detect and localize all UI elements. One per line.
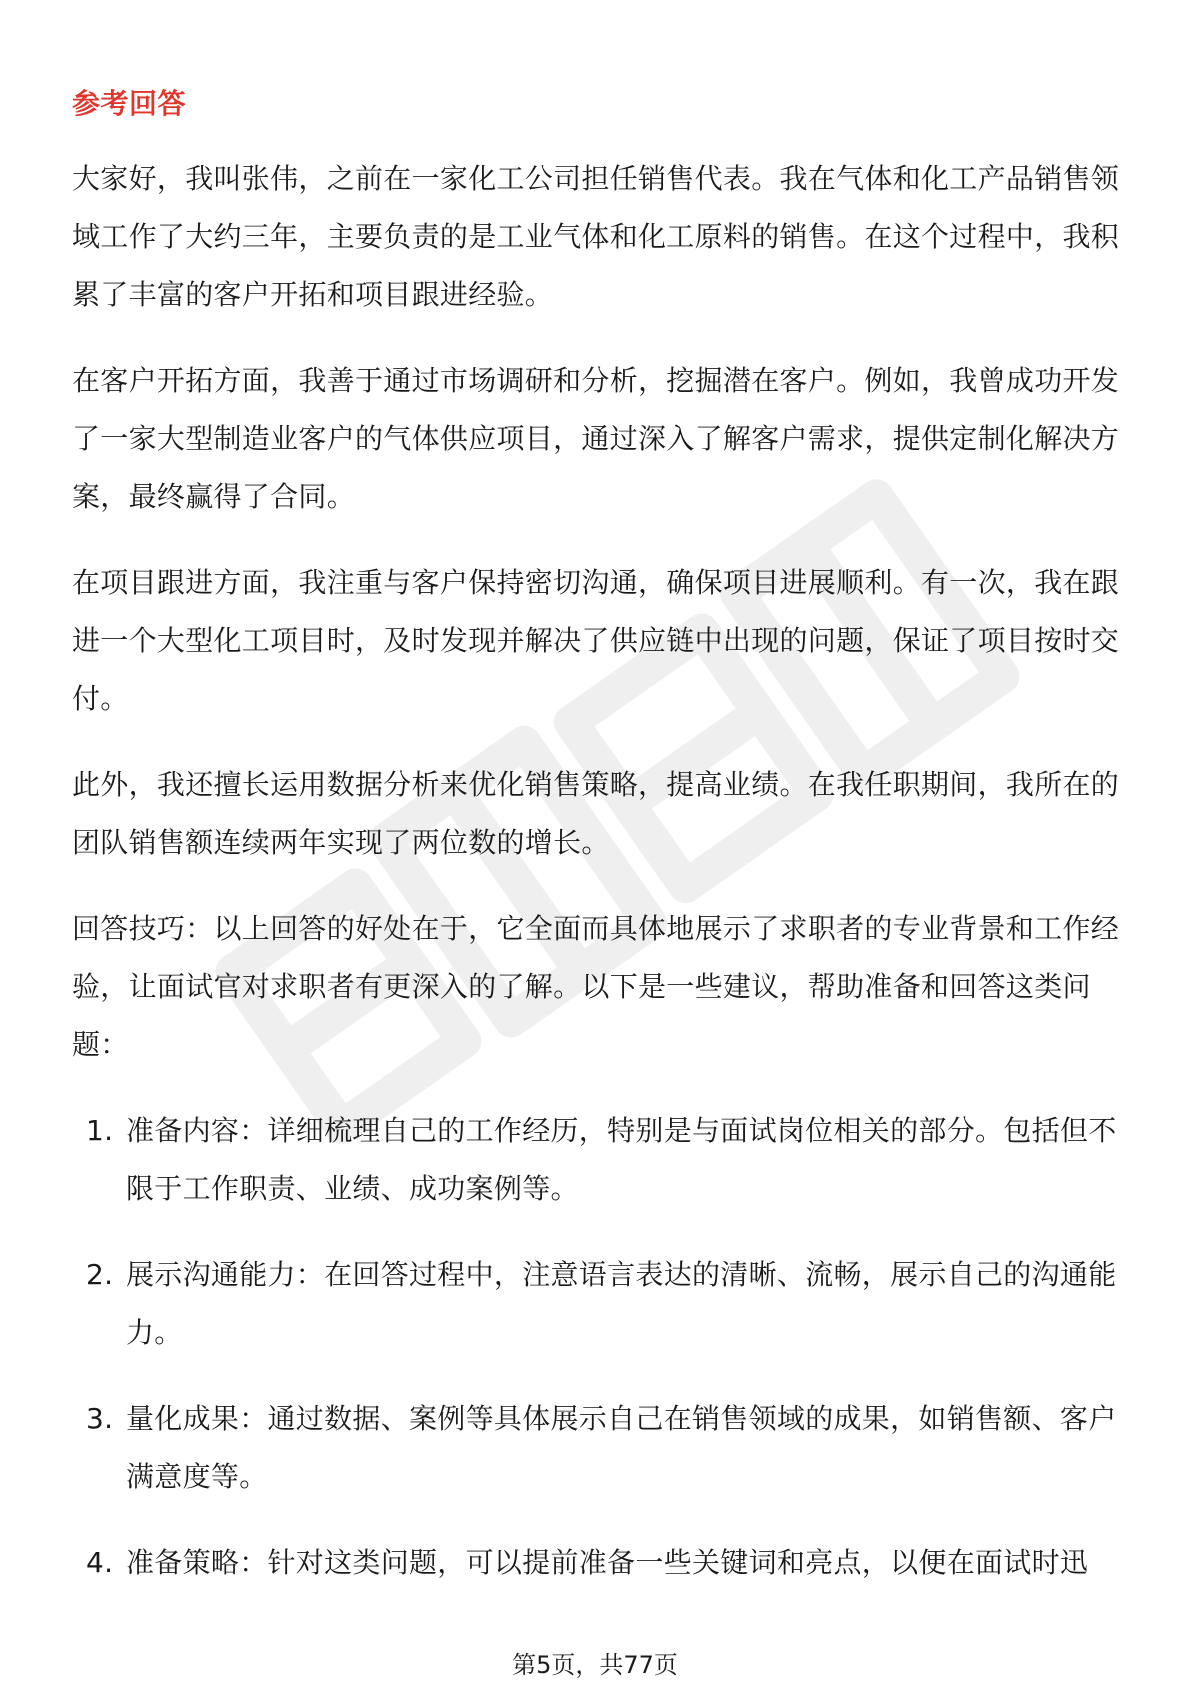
document-page — [72, 84, 1122, 1620]
paragraph-client-development: 在客户开拓方面，我善于通过市场调研和分析，挖掘潜在客户。例如，我曾成功开发了一家大型制造业客户的气体供应项目，通过深入了解客户需求，提供定制化解决方案，最终赢得了合同。 — [72, 364, 1120, 513]
list-item-text: 准备内容：详细梳理自己的工作经历，特别是与面试岗位相关的部分。包括但不限于工作职责、业绩、成功案例等。 — [126, 1114, 1117, 1205]
list-item — [72, 1246, 1122, 1362]
paragraph-project-followup: 在项目跟进方面，我注重与客户保持密切沟通，确保项目进展顺利。有一次，我在跟进一个大型化工项目时，及时发现并解决了供应链中出现的问题，保证了项目按时交付。 — [72, 566, 1120, 715]
page-number-footer: 第5页，共77页 — [512, 1651, 678, 1679]
list-item-text: 量化成果：通过数据、案例等具体展示自己在销售领域的成果，如销售额、客户满意度等。 — [126, 1402, 1117, 1493]
list-item — [72, 1102, 1122, 1218]
list-item-text: 准备策略：针对这类问题，可以提前准备一些关键词和亮点，以便在面试时迅 — [126, 1546, 1089, 1579]
list-item — [72, 1534, 1122, 1592]
list-number: 1. — [86, 1114, 114, 1147]
list-number: 2. — [86, 1258, 114, 1291]
paragraph-intro: 大家好，我叫张伟，之前在一家化工公司担任销售代表。我在气体和化工产品销售领域工作了大约三年，主要负责的是工业气体和化工原料的销售。在这个过程中，我积累了丰富的客户开拓和项目跟进经验。 — [72, 162, 1120, 311]
tips-list — [72, 1102, 1122, 1592]
paragraph-data-analysis: 此外，我还擅长运用数据分析来优化销售策略，提高业绩。在我任职期间，我所在的团队销售额连续两年实现了两位数的增长。 — [72, 768, 1120, 859]
section-heading: 参考回答 — [72, 87, 187, 120]
list-number: 4. — [86, 1546, 114, 1579]
list-item — [72, 1390, 1122, 1506]
list-item-text: 展示沟通能力：在回答过程中，注意语言表达的清晰、流畅，展示自己的沟通能力。 — [126, 1258, 1117, 1349]
paragraph-answer-tips: 回答技巧：以上回答的好处在于，它全面而具体地展示了求职者的专业背景和工作经验，让面试官对求职者有更深入的了解。以下是一些建议，帮助准备和回答这类问题： — [72, 912, 1120, 1061]
list-number: 3. — [86, 1402, 114, 1435]
